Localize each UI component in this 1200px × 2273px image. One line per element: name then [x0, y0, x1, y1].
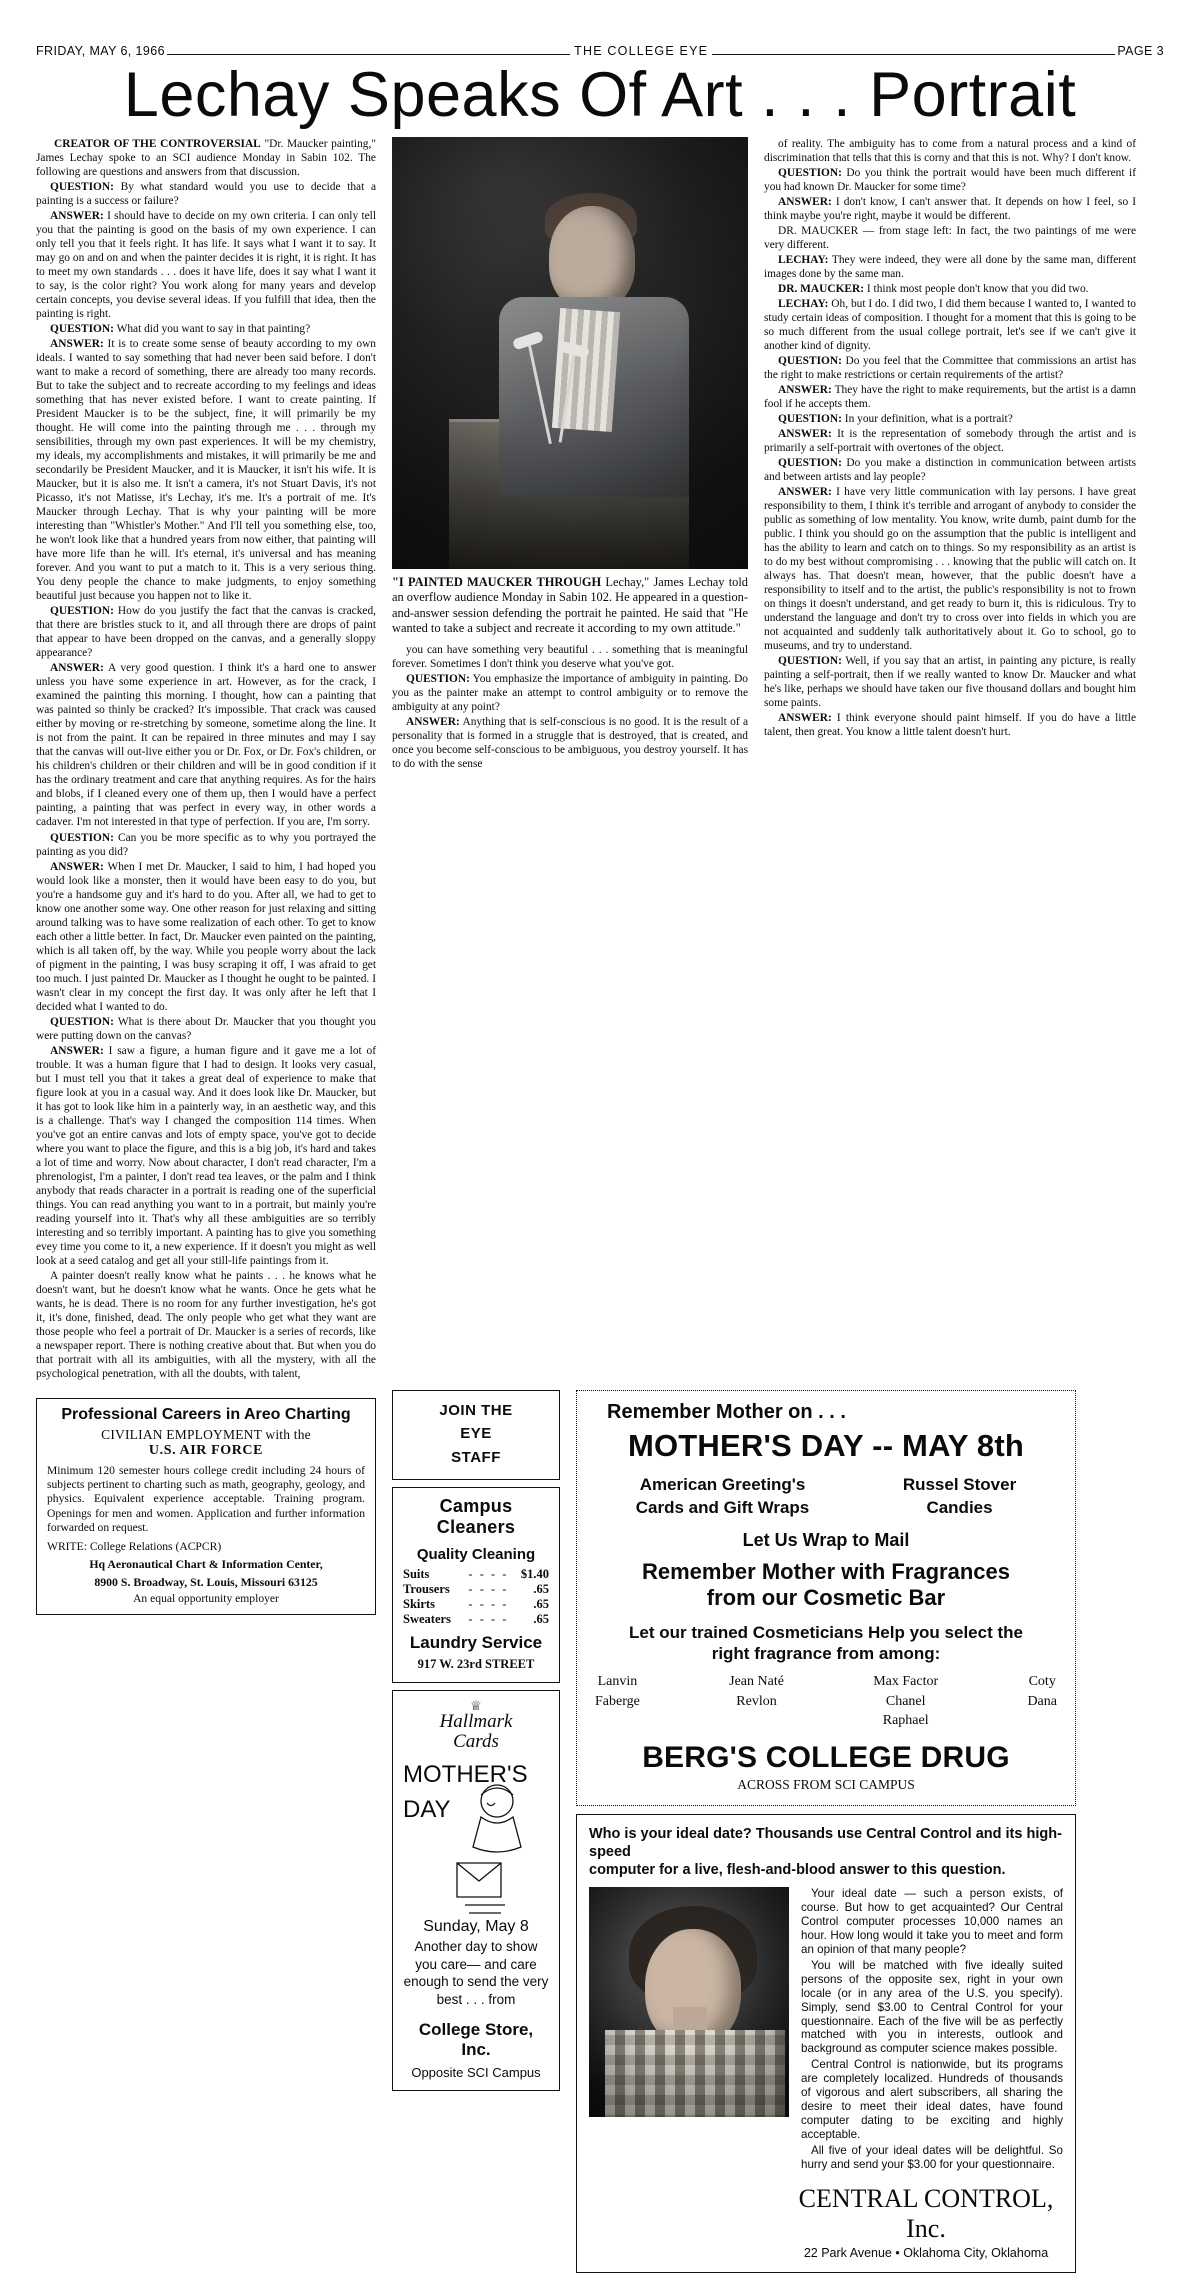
article-paragraph: ANSWER: I should have to decide on my own criteria. I can only tell you that the painting is good on the basis of my own experience. I can only tell you that it feels right. It has life. It says what I want it to say. It may go on and on and when the painter decides it is right, it is right. It has to meet my own standards . . . does it have life, does it say what I want it to say, is the color right? You work along for many years and develop certain concepts, you devise several ideas. If you fulfill that idea, then the painting is right. — [36, 209, 376, 320]
central-paragraph: You will be matched with five ideally suited persons of the opposite sex, right in your own locale (or in any area of the U.S. you specify). Simply, send $3.00 to Central Control for your questionnaire. Each of the five will be as perfectly matched with you in interests, outlook and background as computer science makes possible. — [801, 1958, 1063, 2056]
cleaners-name: Campus Cleaners — [436, 1495, 516, 1537]
brand-group — [873, 1672, 938, 1731]
mothers-fragrance-line-2: from our Cosmetic Bar — [706, 1585, 946, 1611]
article-columns — [36, 137, 1164, 1382]
lower-middle-column — [392, 1390, 560, 2091]
mothers-product-columns — [589, 1474, 1063, 1520]
article-paragraph: you can have something very beautiful . . . something that is meaningful forever. Sometimes I don't think you deserve what you've got. — [392, 643, 748, 670]
ad-address-line-2: 8900 S. Broadway, St. Louis, Missouri 63125 — [94, 1574, 318, 1589]
mothers-product-right-line-2: Candies — [926, 1498, 993, 1518]
article-column-3 — [764, 137, 1136, 741]
ad-air-charting[interactable] — [36, 1398, 376, 1615]
mothers-product-left-line-2: Cards and Gift Wraps — [635, 1498, 810, 1518]
article-paragraph: CREATOR OF THE CONTROVERSIAL "Dr. Maucker painting," James Lechay spoke to an SCI audience Monday in Sabin 102. The following are questions and answers from that discussion. — [36, 137, 376, 178]
ad-address-line-1: Hq Aeronautical Chart & Information Center, — [89, 1556, 323, 1571]
mothers-store-location: ACROSS FROM SCI CAMPUS — [737, 1777, 915, 1793]
price-dots: - - - - — [468, 1581, 509, 1596]
page-title: Lechay Speaks Of Art . . . Portrait — [123, 60, 1077, 130]
cleaners-address: 917 W. 23rd STREET — [417, 1656, 535, 1671]
article-column-1 — [36, 137, 376, 1382]
ad-equal-opportunity-note: An equal opportunity employer — [133, 1592, 279, 1606]
article-paragraph: ANSWER: I have very little communication with lay persons. I have great responsibility to them, I think it's terrible and arrogant of anybody to consider the public as something of low mentality. You know, write dumb, paint dumb for the public. I think you should go on the assumption that the public is intelligent and has the ability to learn and catch on to things. So my responsibility as an artist is to do my best without compromising . . . knowing that the public will catch on. It always has. That doesn't mean, however, that the public doesn't have a responsibility to itself and to the artist, the public's responsibility is not to frown on things it doesn't understand, and get ready to burn it, this is ridiculous. Try to understand the language and don't try to cross over into fields in which you are not acquainted and suddenly talk authoritatively about it. Go to school, go to museums, and try to understand. — [764, 486, 1136, 653]
mothers-product-right-line-1: Russel Stover — [902, 1475, 1017, 1495]
ad-organization: U.S. AIR FORCE — [148, 1443, 264, 1459]
ad-subtitle: CIVILIAN EMPLOYMENT with the — [101, 1427, 311, 1443]
brand-name: Chanel — [885, 1693, 926, 1709]
brand-name: Revlon — [736, 1693, 777, 1709]
central-paragraph: Your ideal date — such a person exists, of course. But how to get acquainted? Our Central Control computer processes 10,000 names an hour. How long would it take you to meet and form an opinion of that many people? — [801, 1887, 1063, 1957]
ad-hallmark-college-store[interactable] — [392, 1690, 560, 2091]
mother-and-letter-illustration-icon — [435, 1777, 545, 1927]
article-paragraph: LECHAY: They were indeed, they were all done by the same man, different images done by the same man. — [764, 253, 1136, 280]
article-paragraph: LECHAY: Oh, but I do. I did two, I did them because I wanted to, I wanted to study certain ideas of composition. I thought for a moment that this is going to be so much different from the usual college portrait, let's see if we can't give it another kind of dignity. — [764, 297, 1136, 352]
join-line-2: EYE — [460, 1425, 492, 1443]
article-paragraph: ANSWER: I saw a figure, a human figure and it gave me a lot of trouble. It was a human figure that I had to design. It looks very casual, but I must tell you that it takes a great deal of experience to make that figure look at you in a casual way. And it does look like Dr. Maucker, but it has got to look like him in a painterly way, in an aesthetic way, and this is a challenge. That's way I changed the composition 114 times. When you've got an entire canvas and lots of empty space, you've got to decide where you want to place the figure, and this is a big job, it's hard and takes a lot of time and worry. Now about character, I don't read character, I'm a phrenologist, I'm a painter, I don't read tea leaves, or the palm and I think anybody that reads character in a portrait is reading one of the superficial things. You can read anything you want to in a portrait, but mainly you're reading yourself into it. That's why all these ambiguities are so terribly interesting and so terribly important. A painting has to give you something evey time you come to it, a new experience. If it doesn't you might as well look at a seed catalog and get all your still-life paintings from it. — [36, 1044, 376, 1267]
photo-caption: "I PAINTED MAUCKER THROUGH Lechay," James Lechay told an overflow audience Monday in Sabin 102. He appeared in a question-and-answer session defending the portrait he painted. He said that "He wanted to take a subject and recreate it according to my own attitude." — [392, 574, 748, 636]
article-column-2 — [392, 137, 748, 772]
hallmark-date: Sunday, May 8 — [423, 1918, 529, 1936]
mothers-product-left — [636, 1474, 810, 1520]
article-paragraph: of reality. The ambiguity has to come from a natural process and a kind of discrimination that tells that this is corny and that this is not. Why? I don't know. — [764, 137, 1136, 164]
article-paragraph: DR. MAUCKER: I think most people don't know that you did two. — [778, 282, 1089, 295]
central-paragraph: All five of your ideal dates will be delightful. So hurry and send your $3.00 for your questionnaire. — [801, 2143, 1063, 2171]
hallmark-brand-line-2: Cards — [453, 1730, 499, 1752]
article-paragraph: QUESTION: Well, if you say that an artist, in painting any picture, is really painting a self-portrait, then if we really wanted to know Dr. Maucker and what he's like, perhaps we should have taken our five thousand dollars and bought him some paints. — [764, 655, 1136, 710]
central-lead-line-1: Who is your ideal date? Thousands use Central Control and its high-speed — [589, 1826, 1062, 1861]
ad-body: Minimum 120 semester hours college credit including 24 hours of subjects pertinent to charting such as math, geography, geology, and physics. Equivalent experience acceptable. Training program. Openings for men and women. Application and further information forwarded on request. — [47, 1464, 365, 1534]
masthead-rule-left — [167, 54, 570, 55]
article-paragraph: QUESTION: By what standard would you use to decide that a painting is a success or failure? — [36, 180, 376, 207]
central-paragraph: Central Control is nationwide, but its programs are completely localized. Hundreds of thousands of vigorous and alert subscribers, all sharing the desire to meet their ideal dates, have found computer dating to be exciting and highly acceptable. — [801, 2058, 1063, 2141]
article-paragraph: QUESTION: In your definition, what is a portrait? — [778, 413, 1013, 426]
article-paragraph: ANSWER: When I met Dr. Maucker, I said to him, I had hoped you would look like a monster, then it would have been easy to do you, but you're a handsome guy and it's hard to do you. After all, we had to get to know one another some way. One other reason for just relaxing and sitting around talking was to have some realization of each other. To get to know each other a little better. In fact, Dr. Maucker even painted on the painting, which is all taken off, by the way. While you people worry about the lack of pigment in the painting, I was busy scraping it off, I was afraid to get too much. I just painted Dr. Maucker as I thought he ought to be painted. I wasn't clear in my concept the first day. It was only after he left that I decided what I wanted to do. — [36, 860, 377, 1013]
masthead-date: FRIDAY, MAY 6, 1966 — [36, 44, 165, 58]
lower-right-column — [576, 1390, 1076, 2272]
price-value: .65 — [533, 1611, 549, 1626]
mothers-line-1: Remember Mother on . . . — [607, 1401, 846, 1424]
price-item-label: Trousers — [403, 1581, 450, 1596]
price-item-label: Skirts — [403, 1596, 435, 1611]
article-paragraph: QUESTION: What did you want to say in that painting? — [50, 322, 311, 335]
brand-name: Faberge — [595, 1693, 640, 1709]
mothers-cosmeticians-line-1: Let our trained Cosmeticians Help you select the — [629, 1622, 1023, 1642]
masthead — [36, 44, 1164, 59]
central-lead-line-2: computer for a live, flesh-and-blood answer to this question. — [589, 1862, 1006, 1879]
article-paragraph: QUESTION: You emphasize the importance of ambiguity in painting. Do you as the painter make an attempt to control ambiguity or to remove the ambiguity at any point? — [392, 672, 748, 713]
mothers-wrap-line: Let Us Wrap to Mail — [742, 1529, 910, 1550]
mothers-store-name: BERG'S COLLEGE DRUG — [642, 1741, 1010, 1775]
table-row — [403, 1612, 549, 1627]
mothers-fragrance-line-1: Remember Mother with Fragrances — [642, 1558, 1010, 1584]
article-paragraph: ANSWER: I think everyone should paint himself. If you do have a little talent, then great. You know a little talent doesn't hurt. — [764, 712, 1136, 739]
brand-name: Max Factor — [873, 1674, 939, 1690]
brand-group — [729, 1672, 784, 1731]
table-row — [403, 1597, 549, 1612]
article-paragraph: ANSWER: A very good question. I think it's a hard one to answer unless you have some experience in art. However, as for the crack, I examined the painting this morning. I thought, how can a painting that was painted so thinly be cracked? It's impossible. That crack was caused either by moving or re-stretching by someone, sometime along the line. It is not from the paint. It can be repaired in three minutes and may I say that the canvas will out-live either you or Dr. Fox, or Dr. Fox's children, or his children's children or their children and will be in good condition if it has the ordinary treatment and care that anything requires. As for the hairs and blobs, if I cleaned every one of them up, then I would have a perfect painting, a painting that was perfect in every way, in other words a cadaver. I'm not interested in that type of perfection. If you are, I'm sorry. — [36, 662, 376, 829]
cleaners-subtitle: Quality Cleaning — [416, 1545, 536, 1563]
article-paragraph: ANSWER: They have the right to make requirements, but the artist is a damn fool if he accepts them. — [764, 384, 1136, 411]
article-paragraph: QUESTION: Do you make a distinction in communication between artists and between artists and lay people? — [764, 457, 1136, 484]
hallmark-occasion-line-2: DAY — [403, 1795, 451, 1823]
article-paragraph: ANSWER: It is to create some sense of beauty according to my own ideals. I wanted to say something that had never been said before. I don't want to make a record of something, there are already too many records. But to take the subject and to recreate according to my feelings and ideas something that has never existed before. I want to create painting. If President Maucker is to be the subject, fine, it will primarily be my thought. He will come into the painting through me . . . through my sensibilities, through my own past experiences. It will be my chemistry, my ideals, my accomplishments and mistakes, it will primarily be me and secondarily be President Maucker, and it is Maucker, it isn't his wife. It is Maucker, but it is also me. It isn't a camera, it's not Stuart Davis, it's not Picasso, it's not Matisse, it's Lechay, it's me. It's a portrait of me. It's Maucker through Lechay. That is why your painting will be more interesting than "Whistler's Mother." And I'll tell you something else, too, he won't look like that a hundred years from now either, that painting will have more life than he will. It's eternal, it's universal and has meaning forever. And you want to put a match to it. This is a very serious thing. You deny people the chance to make judgments, to enjoy something beautiful just because you happen not to like it. — [36, 337, 376, 603]
price-value: $1.40 — [520, 1566, 549, 1581]
central-company-name: CENTRAL CONTROL, Inc. — [798, 2183, 1054, 2243]
article-paragraph: A painter doesn't really know what he paints . . . he knows what he doesn't want, but he doesn't know what he wants. Once he gets what he wants, he is dead. There is no room for any further investigation, he's got it, it's done, finished, dead. The only people who get what they want are those people who feel a portrait of Dr. Maucker is a series of records, like a newspaper report. There is nothing creative about that. But when you do that portrait with all its ambiguities, with all the mystery, with all the psychological penetration, with all the doubts, with talent, — [36, 1269, 376, 1381]
mothers-brand-list — [589, 1672, 1063, 1731]
price-item-label: Suits — [403, 1566, 430, 1581]
table-row — [403, 1582, 549, 1597]
price-value: .65 — [533, 1596, 549, 1611]
article-paragraph: QUESTION: What is there about Dr. Maucker that you thought you were putting down on the canvas? — [36, 1015, 376, 1042]
article-paragraph: ANSWER: Anything that is self-conscious is no good. It is the result of a personality that is formed in a struggle that is destroyed, that is created, and once you become self-conscious to be ambiguous, you destroy yourself. It has to do with the sense — [392, 715, 748, 770]
central-copy — [801, 1887, 1063, 2173]
brand-name: Lanvin — [597, 1674, 638, 1690]
price-item-label: Sweaters — [403, 1611, 451, 1626]
brand-group — [1027, 1672, 1057, 1731]
price-dots: - - - - — [468, 1566, 509, 1581]
article-paragraph: QUESTION: Can you be more specific as to why you portrayed the painting as you did? — [36, 831, 376, 858]
join-line-1: JOIN THE — [439, 1402, 513, 1420]
brand-group — [595, 1672, 640, 1731]
cleaners-service: Laundry Service — [409, 1632, 543, 1652]
lower-left-column — [36, 1390, 376, 1615]
table-row — [403, 1567, 549, 1582]
ad-write-line: WRITE: College Relations (ACPCR) — [47, 1539, 222, 1553]
ad-title: Professional Careers in Areo Charting — [61, 1406, 351, 1424]
hallmark-occasion-line-1: MOTHER'S — [403, 1760, 528, 1788]
brand-name: Jean Naté — [729, 1674, 784, 1690]
article-paragraph: QUESTION: How do you justify the fact that the canvas is cracked, that there are bristles stuck to it, and all through there are drops of paint that appear to have been dropped on the canvas, and a generally sloppy appearance? — [36, 605, 376, 660]
mothers-product-right — [903, 1474, 1016, 1520]
article-paragraph: DR. MAUCKER — from stage left: In fact, the two paintings of me were very different. — [764, 224, 1136, 251]
masthead-paper-name: THE COLLEGE EYE — [574, 44, 709, 58]
hallmark-store-name: College Store, Inc. — [418, 2020, 534, 2060]
price-value: .65 — [533, 1581, 549, 1596]
cleaners-price-table — [403, 1567, 549, 1627]
price-dots: - - - - — [468, 1596, 509, 1611]
ad-campus-cleaners[interactable] — [392, 1487, 560, 1683]
brand-name: Coty — [1028, 1674, 1056, 1690]
lower-section — [36, 1390, 1164, 2272]
lechay-podium-photo — [392, 137, 748, 569]
hallmark-copy: Another day to show you care— and care enough to send the very best . . . from — [403, 1939, 549, 2007]
central-control-portrait-photo — [589, 1887, 789, 2117]
brand-name: Dana — [1027, 1693, 1057, 1709]
price-dots: - - - - — [468, 1611, 509, 1626]
join-line-3: STAFF — [451, 1448, 501, 1466]
ad-central-control[interactable] — [576, 1814, 1076, 2273]
masthead-rule-right — [712, 54, 1115, 55]
mothers-cosmeticians-line-2: right fragrance from among: — [711, 1644, 941, 1664]
article-paragraph: ANSWER: It is the representation of somebody through the artist and is primarily a self-portrait with overtones of the object. — [764, 428, 1136, 455]
hallmark-store-note: Opposite SCI Campus — [411, 2065, 541, 2081]
mothers-line-2: MOTHER'S DAY -- MAY 8th — [627, 1428, 1025, 1464]
article-paragraph: ANSWER: I don't know, I can't answer that. It depends on how I feel, so I think maybe you're right, maybe it would be different. — [764, 195, 1136, 222]
brand-name: Raphael — [882, 1713, 929, 1729]
masthead-page-number: PAGE 3 — [1117, 44, 1164, 58]
hallmark-brand-line-1: Hallmark — [439, 1710, 513, 1732]
article-paragraph: QUESTION: Do you feel that the Committee that commissions an artist has the right to make restrictions or certain requirements of the artist? — [764, 354, 1136, 381]
ad-bergs-college-drug[interactable] — [576, 1390, 1076, 1806]
crown-icon: ♕ — [470, 1697, 482, 1713]
ad-join-eye-staff[interactable] — [392, 1390, 560, 1480]
article-paragraph: QUESTION: Do you think the portrait would have been much different if you had known Dr. Maucker for some time? — [764, 166, 1136, 193]
mothers-product-left-line-1: American Greeting's — [639, 1475, 806, 1495]
central-company-address: 22 Park Avenue • Oklahoma City, Oklahoma — [803, 2245, 1049, 2260]
